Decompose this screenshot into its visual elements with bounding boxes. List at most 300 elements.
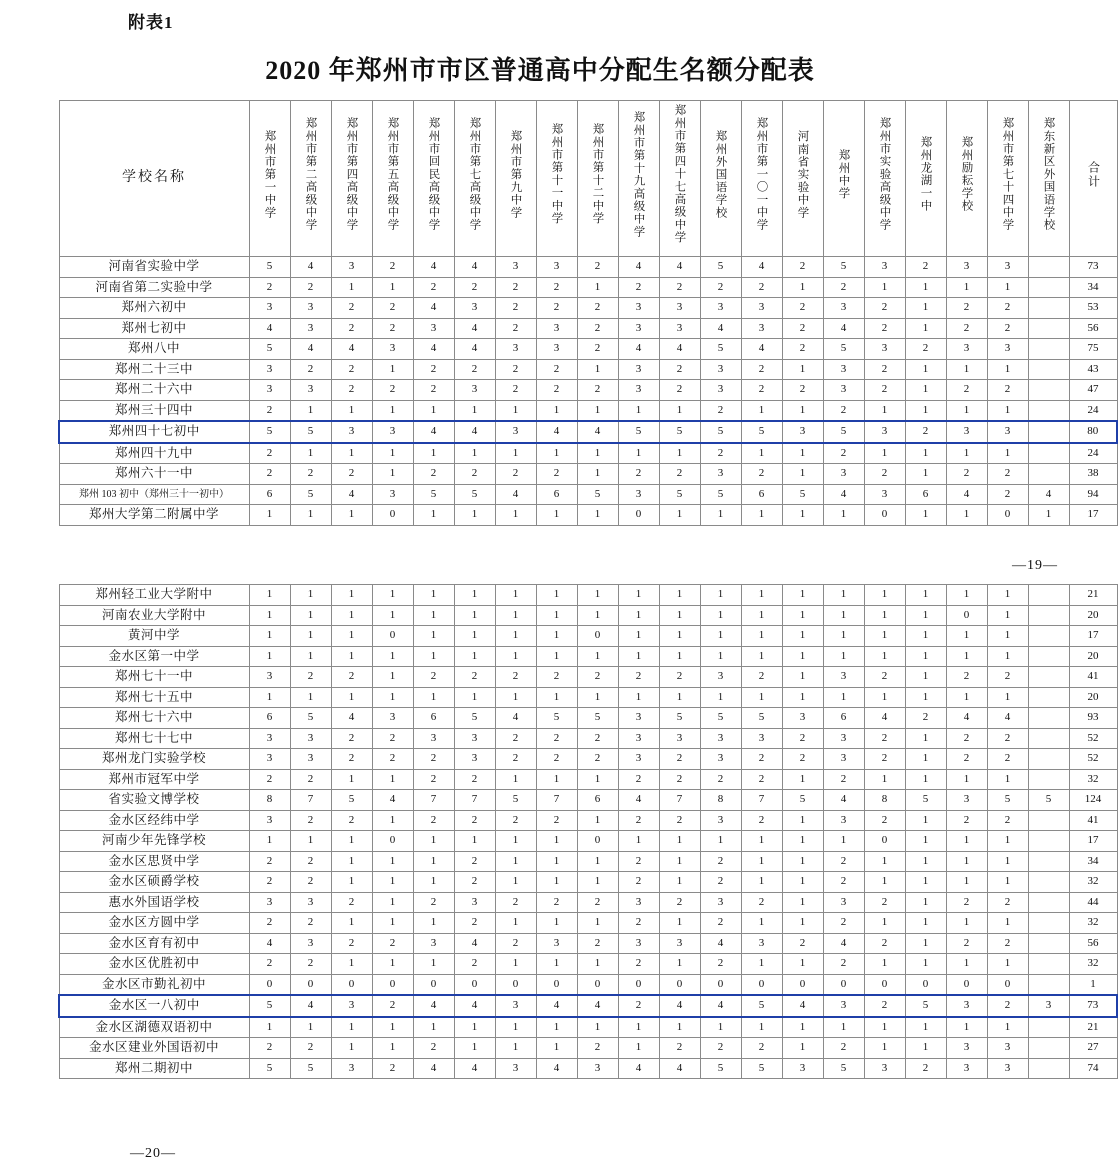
cell-quota: 4 bbox=[946, 484, 987, 505]
cell-quota: 1 bbox=[249, 585, 290, 606]
cell-quota: 2 bbox=[823, 443, 864, 464]
cell-quota: 1 bbox=[577, 464, 618, 485]
cell-quota: 1 bbox=[946, 443, 987, 464]
cell-quota: 1 bbox=[454, 605, 495, 626]
cell-quota: 1 bbox=[905, 933, 946, 954]
cell-quota: 1 bbox=[659, 626, 700, 647]
cell-quota: 1 bbox=[249, 646, 290, 667]
cell-quota: 2 bbox=[987, 380, 1028, 401]
cell-quota bbox=[1028, 1058, 1069, 1079]
cell-quota: 3 bbox=[413, 933, 454, 954]
cell-quota: 2 bbox=[700, 851, 741, 872]
cell-quota: 1 bbox=[372, 872, 413, 893]
cell-quota: 1 bbox=[577, 810, 618, 831]
cell-quota: 2 bbox=[823, 400, 864, 421]
cell-quota: 3 bbox=[946, 257, 987, 278]
cell-quota: 3 bbox=[700, 380, 741, 401]
cell-quota: 1 bbox=[290, 505, 331, 526]
column-header-school-17: 郑州励耘学校 bbox=[946, 101, 987, 257]
cell-quota: 2 bbox=[413, 810, 454, 831]
row-school-name: 郑州八中 bbox=[59, 339, 249, 360]
cell-quota: 1 bbox=[618, 1017, 659, 1038]
cell-quota: 2 bbox=[782, 933, 823, 954]
cell-quota: 3 bbox=[823, 810, 864, 831]
cell-quota: 5 bbox=[700, 339, 741, 360]
cell-quota: 1 bbox=[454, 400, 495, 421]
cell-quota: 3 bbox=[454, 380, 495, 401]
cell-total: 56 bbox=[1069, 933, 1117, 954]
cell-quota: 1 bbox=[905, 667, 946, 688]
cell-quota: 1 bbox=[946, 831, 987, 852]
cell-quota: 1 bbox=[495, 1038, 536, 1059]
cell-quota: 4 bbox=[413, 995, 454, 1017]
cell-quota: 4 bbox=[618, 339, 659, 360]
cell-quota: 2 bbox=[331, 667, 372, 688]
cell-quota: 5 bbox=[700, 1058, 741, 1079]
cell-quota: 2 bbox=[249, 400, 290, 421]
cell-quota: 1 bbox=[864, 851, 905, 872]
cell-quota bbox=[1028, 728, 1069, 749]
table-row bbox=[59, 1017, 1117, 1038]
cell-total: 32 bbox=[1069, 954, 1117, 975]
cell-quota: 1 bbox=[905, 831, 946, 852]
cell-quota: 2 bbox=[618, 667, 659, 688]
cell-quota: 2 bbox=[618, 464, 659, 485]
column-header-school-6: 郑州市第九中学 bbox=[495, 101, 536, 257]
cell-quota: 1 bbox=[249, 605, 290, 626]
cell-quota: 4 bbox=[823, 318, 864, 339]
cell-quota: 1 bbox=[454, 687, 495, 708]
column-header-school-16: 郑州龙湖一中 bbox=[905, 101, 946, 257]
cell-quota: 3 bbox=[331, 257, 372, 278]
cell-quota: 1 bbox=[577, 443, 618, 464]
cell-quota: 3 bbox=[782, 708, 823, 729]
cell-quota: 1 bbox=[577, 954, 618, 975]
cell-quota: 1 bbox=[577, 646, 618, 667]
cell-total: 38 bbox=[1069, 464, 1117, 485]
cell-quota: 2 bbox=[577, 318, 618, 339]
cell-quota: 4 bbox=[413, 1058, 454, 1079]
cell-quota: 1 bbox=[372, 687, 413, 708]
cell-quota: 1 bbox=[495, 626, 536, 647]
cell-quota: 1 bbox=[987, 769, 1028, 790]
cell-quota bbox=[1028, 421, 1069, 443]
cell-quota: 1 bbox=[987, 443, 1028, 464]
cell-quota: 1 bbox=[331, 954, 372, 975]
cell-quota: 5 bbox=[823, 1058, 864, 1079]
cell-quota: 2 bbox=[946, 318, 987, 339]
row-school-name: 郑州大学第二附属中学 bbox=[59, 505, 249, 526]
cell-quota: 1 bbox=[331, 687, 372, 708]
cell-quota: 2 bbox=[454, 359, 495, 380]
cell-quota: 3 bbox=[290, 298, 331, 319]
cell-quota: 3 bbox=[618, 728, 659, 749]
cell-quota: 3 bbox=[290, 933, 331, 954]
cell-quota: 2 bbox=[413, 892, 454, 913]
cell-quota: 3 bbox=[659, 933, 700, 954]
cell-quota: 3 bbox=[372, 484, 413, 505]
cell-quota: 1 bbox=[331, 626, 372, 647]
cell-total: 73 bbox=[1069, 995, 1117, 1017]
cell-quota: 3 bbox=[454, 749, 495, 770]
cell-quota: 3 bbox=[536, 257, 577, 278]
cell-quota: 2 bbox=[782, 380, 823, 401]
cell-quota: 1 bbox=[454, 443, 495, 464]
cell-quota: 3 bbox=[946, 339, 987, 360]
cell-quota: 1 bbox=[536, 1017, 577, 1038]
cell-quota: 3 bbox=[823, 464, 864, 485]
cell-quota: 3 bbox=[823, 380, 864, 401]
cell-quota: 1 bbox=[454, 831, 495, 852]
cell-quota: 7 bbox=[413, 790, 454, 811]
cell-quota: 3 bbox=[372, 339, 413, 360]
cell-quota: 1 bbox=[495, 687, 536, 708]
cell-quota: 5 bbox=[249, 421, 290, 443]
cell-quota: 4 bbox=[577, 421, 618, 443]
cell-quota: 2 bbox=[659, 1038, 700, 1059]
cell-quota: 2 bbox=[495, 810, 536, 831]
column-header-school-9: 郑州市第十九高级中学 bbox=[618, 101, 659, 257]
cell-quota: 2 bbox=[864, 892, 905, 913]
cell-quota: 1 bbox=[454, 626, 495, 647]
cell-quota: 6 bbox=[413, 708, 454, 729]
cell-quota: 2 bbox=[864, 995, 905, 1017]
cell-quota: 8 bbox=[700, 790, 741, 811]
table-row bbox=[59, 605, 1117, 626]
cell-quota: 1 bbox=[331, 605, 372, 626]
table-row bbox=[59, 339, 1117, 360]
cell-quota: 1 bbox=[331, 851, 372, 872]
cell-total: 41 bbox=[1069, 810, 1117, 831]
column-header-school-name: 学校名称 bbox=[59, 101, 249, 257]
cell-quota: 1 bbox=[700, 626, 741, 647]
cell-quota: 2 bbox=[331, 359, 372, 380]
cell-quota: 4 bbox=[536, 421, 577, 443]
cell-quota: 1 bbox=[987, 872, 1028, 893]
column-header-school-3: 郑州市第五高级中学 bbox=[372, 101, 413, 257]
cell-quota: 3 bbox=[946, 790, 987, 811]
cell-quota: 1 bbox=[905, 687, 946, 708]
cell-quota: 2 bbox=[577, 380, 618, 401]
cell-quota: 2 bbox=[782, 749, 823, 770]
cell-quota: 1 bbox=[413, 687, 454, 708]
cell-quota: 1 bbox=[905, 277, 946, 298]
cell-quota: 3 bbox=[290, 728, 331, 749]
cell-total: 20 bbox=[1069, 605, 1117, 626]
cell-quota bbox=[1028, 646, 1069, 667]
table-body-bottom bbox=[59, 585, 1117, 1079]
cell-quota: 1 bbox=[782, 646, 823, 667]
cell-quota: 3 bbox=[700, 667, 741, 688]
cell-quota: 1 bbox=[577, 605, 618, 626]
cell-quota: 4 bbox=[495, 484, 536, 505]
cell-quota: 2 bbox=[823, 954, 864, 975]
cell-quota: 2 bbox=[495, 728, 536, 749]
cell-quota: 1 bbox=[372, 400, 413, 421]
cell-quota: 2 bbox=[987, 667, 1028, 688]
cell-quota: 2 bbox=[659, 667, 700, 688]
table-row bbox=[59, 831, 1117, 852]
cell-quota: 1 bbox=[782, 443, 823, 464]
cell-quota: 1 bbox=[946, 872, 987, 893]
cell-quota: 1 bbox=[577, 851, 618, 872]
cell-quota: 1 bbox=[659, 954, 700, 975]
cell-quota: 3 bbox=[946, 995, 987, 1017]
cell-quota: 3 bbox=[331, 1058, 372, 1079]
cell-quota: 1 bbox=[946, 769, 987, 790]
cell-quota: 1 bbox=[290, 400, 331, 421]
cell-quota: 2 bbox=[290, 359, 331, 380]
cell-quota: 2 bbox=[495, 464, 536, 485]
column-header-school-4: 郑州市回民高级中学 bbox=[413, 101, 454, 257]
cell-total: 74 bbox=[1069, 1058, 1117, 1079]
cell-quota: 2 bbox=[454, 667, 495, 688]
cell-quota: 4 bbox=[536, 1058, 577, 1079]
row-school-name: 省实验文博学校 bbox=[59, 790, 249, 811]
cell-quota bbox=[1028, 769, 1069, 790]
table-row bbox=[59, 708, 1117, 729]
column-header-school-18: 郑州市第七十四中学 bbox=[987, 101, 1028, 257]
cell-quota: 3 bbox=[290, 318, 331, 339]
cell-quota: 4 bbox=[782, 995, 823, 1017]
cell-quota: 2 bbox=[290, 810, 331, 831]
cell-quota: 1 bbox=[864, 872, 905, 893]
cell-quota: 5 bbox=[454, 484, 495, 505]
cell-quota: 2 bbox=[987, 484, 1028, 505]
cell-quota: 2 bbox=[290, 1038, 331, 1059]
cell-quota: 1 bbox=[495, 831, 536, 852]
cell-quota: 3 bbox=[454, 728, 495, 749]
cell-quota: 2 bbox=[987, 298, 1028, 319]
cell-quota: 2 bbox=[249, 1038, 290, 1059]
cell-quota: 2 bbox=[372, 380, 413, 401]
attachment-label: 附表1 bbox=[128, 13, 174, 32]
cell-quota: 2 bbox=[700, 443, 741, 464]
row-school-name: 金水区优胜初中 bbox=[59, 954, 249, 975]
cell-total: 41 bbox=[1069, 667, 1117, 688]
cell-quota: 2 bbox=[741, 749, 782, 770]
cell-quota: 4 bbox=[413, 257, 454, 278]
cell-quota: 1 bbox=[618, 831, 659, 852]
cell-quota: 1 bbox=[454, 585, 495, 606]
cell-quota: 2 bbox=[864, 728, 905, 749]
cell-quota: 1 bbox=[536, 505, 577, 526]
cell-quota: 3 bbox=[700, 749, 741, 770]
cell-quota: 2 bbox=[536, 298, 577, 319]
cell-quota: 5 bbox=[823, 257, 864, 278]
cell-quota: 2 bbox=[659, 277, 700, 298]
cell-quota bbox=[1028, 1038, 1069, 1059]
cell-quota: 2 bbox=[659, 892, 700, 913]
cell-quota: 1 bbox=[987, 626, 1028, 647]
cell-quota: 0 bbox=[864, 831, 905, 852]
cell-total: 24 bbox=[1069, 443, 1117, 464]
cell-quota: 2 bbox=[864, 933, 905, 954]
cell-quota: 1 bbox=[987, 359, 1028, 380]
cell-quota: 6 bbox=[741, 484, 782, 505]
table-row bbox=[59, 400, 1117, 421]
page-marker-19: —19— bbox=[1012, 558, 1058, 573]
cell-quota: 2 bbox=[741, 359, 782, 380]
cell-quota: 1 bbox=[741, 400, 782, 421]
column-header-school-1: 郑州市第二高级中学 bbox=[290, 101, 331, 257]
cell-quota: 2 bbox=[290, 872, 331, 893]
cell-quota: 2 bbox=[864, 667, 905, 688]
cell-quota: 1 bbox=[331, 1038, 372, 1059]
row-school-name: 郑州龙门实验学校 bbox=[59, 749, 249, 770]
cell-quota: 5 bbox=[782, 484, 823, 505]
cell-quota: 1 bbox=[577, 400, 618, 421]
cell-quota: 1 bbox=[331, 400, 372, 421]
cell-quota bbox=[1028, 298, 1069, 319]
cell-quota: 1 bbox=[905, 892, 946, 913]
cell-quota: 3 bbox=[536, 318, 577, 339]
cell-quota: 1 bbox=[331, 769, 372, 790]
table-row bbox=[59, 933, 1117, 954]
cell-quota: 4 bbox=[331, 339, 372, 360]
row-school-name: 郑州二期初中 bbox=[59, 1058, 249, 1079]
cell-quota: 1 bbox=[782, 892, 823, 913]
cell-quota: 1 bbox=[249, 505, 290, 526]
cell-quota: 2 bbox=[618, 810, 659, 831]
cell-quota: 1 bbox=[372, 913, 413, 934]
cell-quota: 3 bbox=[618, 708, 659, 729]
cell-quota: 4 bbox=[536, 995, 577, 1017]
cell-quota: 5 bbox=[290, 1058, 331, 1079]
cell-quota: 1 bbox=[905, 400, 946, 421]
cell-quota: 0 bbox=[372, 626, 413, 647]
cell-quota: 5 bbox=[249, 995, 290, 1017]
cell-quota: 2 bbox=[987, 318, 1028, 339]
cell-quota: 3 bbox=[618, 933, 659, 954]
cell-quota: 5 bbox=[659, 484, 700, 505]
cell-quota: 3 bbox=[864, 484, 905, 505]
cell-quota: 1 bbox=[413, 443, 454, 464]
cell-quota: 2 bbox=[290, 667, 331, 688]
cell-quota: 1 bbox=[782, 810, 823, 831]
cell-quota: 2 bbox=[290, 277, 331, 298]
table-row bbox=[59, 1038, 1117, 1059]
cell-quota: 5 bbox=[249, 257, 290, 278]
table-row bbox=[59, 484, 1117, 505]
table-row bbox=[59, 257, 1117, 278]
cell-quota: 1 bbox=[823, 687, 864, 708]
cell-quota: 1 bbox=[987, 277, 1028, 298]
cell-quota: 1 bbox=[372, 1038, 413, 1059]
cell-quota: 3 bbox=[454, 892, 495, 913]
cell-total: 17 bbox=[1069, 831, 1117, 852]
cell-quota: 1 bbox=[618, 443, 659, 464]
cell-quota: 1 bbox=[618, 687, 659, 708]
cell-quota: 5 bbox=[413, 484, 454, 505]
cell-quota: 1 bbox=[782, 667, 823, 688]
cell-quota: 2 bbox=[454, 810, 495, 831]
cell-total: 32 bbox=[1069, 913, 1117, 934]
cell-quota: 1 bbox=[864, 626, 905, 647]
cell-quota: 3 bbox=[946, 1058, 987, 1079]
cell-quota: 4 bbox=[741, 339, 782, 360]
row-school-name: 郑州三十四中 bbox=[59, 400, 249, 421]
cell-quota: 1 bbox=[905, 443, 946, 464]
cell-quota: 1 bbox=[413, 1017, 454, 1038]
table-row bbox=[59, 687, 1117, 708]
cell-quota: 2 bbox=[700, 954, 741, 975]
cell-quota: 1 bbox=[823, 646, 864, 667]
cell-quota: 2 bbox=[372, 749, 413, 770]
cell-quota: 1 bbox=[372, 892, 413, 913]
cell-quota: 4 bbox=[331, 708, 372, 729]
cell-quota: 1 bbox=[290, 605, 331, 626]
cell-quota: 2 bbox=[987, 464, 1028, 485]
cell-quota: 2 bbox=[249, 872, 290, 893]
cell-quota: 3 bbox=[290, 749, 331, 770]
cell-quota bbox=[1028, 1017, 1069, 1038]
cell-quota: 0 bbox=[577, 974, 618, 995]
cell-quota: 2 bbox=[618, 995, 659, 1017]
cell-quota bbox=[1028, 954, 1069, 975]
cell-quota: 1 bbox=[905, 298, 946, 319]
cell-quota: 4 bbox=[454, 1058, 495, 1079]
cell-quota: 1 bbox=[741, 443, 782, 464]
cell-total: 93 bbox=[1069, 708, 1117, 729]
cell-quota: 3 bbox=[249, 728, 290, 749]
row-school-name: 金水区建业外国语初中 bbox=[59, 1038, 249, 1059]
cell-quota: 2 bbox=[577, 1038, 618, 1059]
cell-quota: 3 bbox=[1028, 995, 1069, 1017]
cell-quota: 1 bbox=[372, 769, 413, 790]
cell-quota: 1 bbox=[905, 913, 946, 934]
cell-quota: 2 bbox=[823, 851, 864, 872]
cell-quota: 1 bbox=[413, 605, 454, 626]
cell-quota: 2 bbox=[618, 851, 659, 872]
cell-quota: 2 bbox=[905, 421, 946, 443]
cell-quota: 5 bbox=[331, 790, 372, 811]
column-header-total: 合计 bbox=[1069, 101, 1117, 257]
cell-quota: 3 bbox=[495, 257, 536, 278]
cell-quota: 3 bbox=[823, 359, 864, 380]
cell-quota: 2 bbox=[249, 913, 290, 934]
cell-quota: 2 bbox=[946, 728, 987, 749]
cell-quota: 1 bbox=[454, 1017, 495, 1038]
cell-quota: 1 bbox=[659, 831, 700, 852]
cell-quota: 3 bbox=[864, 421, 905, 443]
cell-quota: 1 bbox=[700, 505, 741, 526]
cell-quota: 1 bbox=[372, 810, 413, 831]
row-school-name: 郑州六初中 bbox=[59, 298, 249, 319]
cell-quota: 2 bbox=[495, 318, 536, 339]
cell-quota: 1 bbox=[987, 851, 1028, 872]
row-school-name: 郑州七十七中 bbox=[59, 728, 249, 749]
cell-quota: 3 bbox=[823, 298, 864, 319]
cell-quota: 7 bbox=[659, 790, 700, 811]
cell-quota: 1 bbox=[577, 585, 618, 606]
cell-quota: 2 bbox=[495, 380, 536, 401]
cell-quota bbox=[1028, 810, 1069, 831]
column-header-school-2: 郑州市第四高级中学 bbox=[331, 101, 372, 257]
cell-quota: 0 bbox=[659, 974, 700, 995]
cell-quota: 1 bbox=[823, 605, 864, 626]
cell-quota: 1 bbox=[905, 1017, 946, 1038]
cell-quota: 5 bbox=[659, 708, 700, 729]
cell-quota: 2 bbox=[331, 318, 372, 339]
row-school-name: 金水区湖德双语初中 bbox=[59, 1017, 249, 1038]
cell-quota: 6 bbox=[536, 484, 577, 505]
cell-quota: 7 bbox=[536, 790, 577, 811]
cell-total: 21 bbox=[1069, 585, 1117, 606]
cell-quota: 1 bbox=[700, 646, 741, 667]
cell-quota: 2 bbox=[782, 298, 823, 319]
cell-quota: 2 bbox=[577, 257, 618, 278]
